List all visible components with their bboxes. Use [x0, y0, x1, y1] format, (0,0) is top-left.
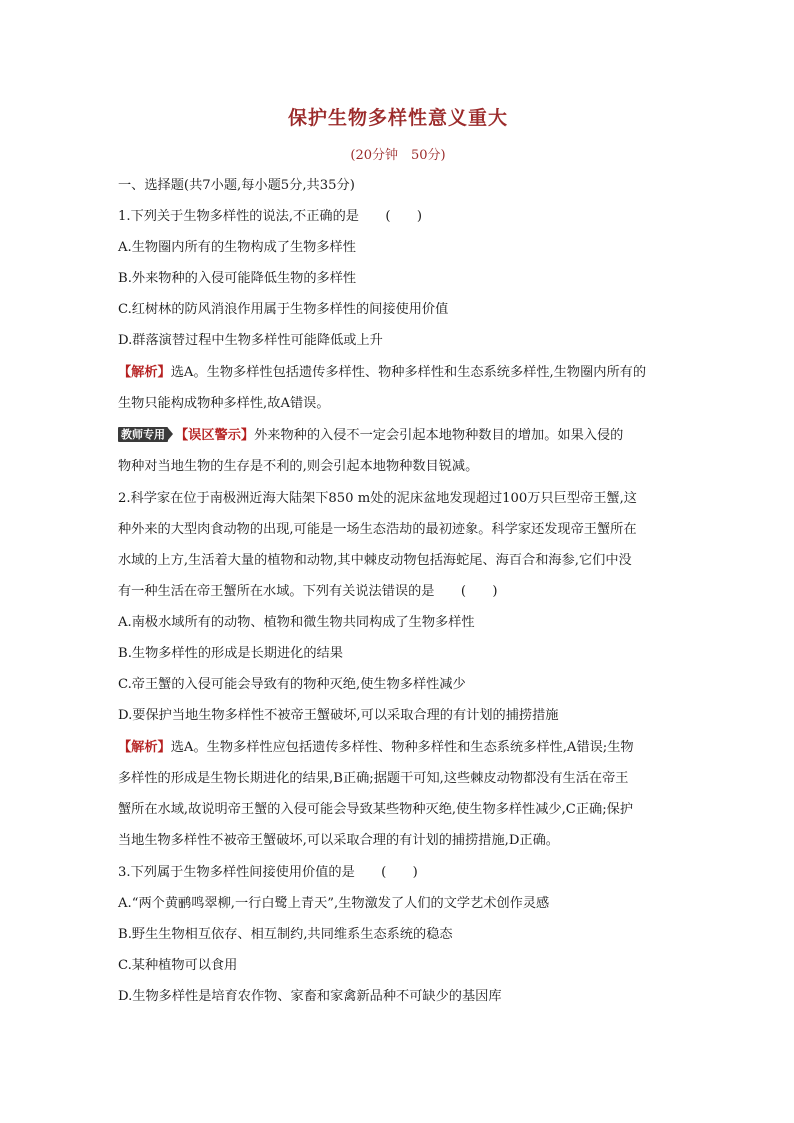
q2-option-a: A.南极水域所有的动物、植物和微生物共同构成了生物多样性 [118, 615, 475, 630]
q1-analysis-line [118, 364, 678, 382]
q2-option-c: C.帝王蟹的入侵可能会导致有的物种灭绝,使生物多样性减少 [118, 677, 466, 692]
q3-stem: 3.下列属于生物多样性间接使用价值的是 ( ) [118, 865, 418, 880]
q2-option-d: D.要保护当地生物多样性不被帝王蟹破坏,可以采取合理的有计划的捕捞措施 [118, 708, 559, 723]
time-score: (20分钟 50分) [350, 148, 446, 163]
warning-tag: 【误区警示】 [175, 428, 255, 443]
q1-warning-text: 物种对当地生物的生存是不利的,则会引起本地物种数目锐减。 [118, 459, 479, 474]
section-heading: 一、选择题(共7小题,每小题5分,共35分) [118, 178, 355, 193]
badge-arrow-icon [168, 428, 173, 440]
teacher-only-badge: 教师专用 [118, 427, 168, 442]
q3-option-a: A.“两个黄鹂鸣翠柳,一行白鹭上青天”,生物激发了人们的文学艺术创作灵感 [118, 896, 550, 911]
q2-option-b: B.生物多样性的形成是长期进化的结果 [118, 646, 343, 661]
q1-option-d: D.群落演替过程中生物多样性可能降低或上升 [118, 333, 383, 348]
q1-stem: 1.下列关于生物多样性的说法,不正确的是 ( ) [118, 209, 422, 224]
q2-stem: 水域的上方,生活着大量的植物和动物,其中棘皮动物包括海蛇尾、海百合和海参,它们中没 [118, 553, 632, 568]
q2-analysis-line [118, 739, 678, 757]
q2-stem: 2.科学家在位于南极洲近海大陆架下850 m处的泥床盆地发现超过100万只巨型帝王蟹,这 [118, 491, 637, 506]
q3-option-b: B.野生生物相互依存、相互制约,共同维系生态系统的稳态 [118, 927, 453, 942]
q2-analysis-text: 蟹所在水域,故说明帝王蟹的入侵可能会导致某些物种灭绝,使生物多样性减少,C正确;保护 [118, 802, 634, 817]
q1-analysis-text: 生物只能构成物种多样性,故A错误。 [118, 396, 330, 411]
q2-analysis-text: 当地生物多样性不被帝王蟹破坏,可以采取合理的有计划的捕捞措施,D正确。 [118, 833, 559, 848]
q1-option-c: C.红树林的防风消浪作用属于生物多样性的间接使用价值 [118, 302, 449, 317]
q3-option-d: D.生物多样性是培育农作物、家畜和家禽新品种不可缺少的基因库 [118, 989, 502, 1004]
q1-option-b: B.外来物种的入侵可能降低生物的多样性 [118, 271, 357, 286]
analysis-tag: 【解析】 [118, 740, 171, 755]
analysis-tag: 【解析】 [118, 365, 171, 380]
q3-option-c: C.某种植物可以食用 [118, 958, 238, 973]
q1-warning-text: 外来物种的入侵不一定会引起本地物种数目的增加。如果入侵的 [254, 428, 624, 443]
q2-analysis-text: 选A。生物多样性应包括遗传多样性、物种多样性和生态系统多样性,A错误;生物 [170, 740, 634, 755]
q1-warning-line [118, 427, 678, 445]
q2-stem: 种外来的大型肉食动物的出现,可能是一场生态浩劫的最初迹象。科学家还发现帝王蟹所在 [118, 522, 637, 537]
q1-option-a: A.生物圈内所有的生物构成了生物多样性 [118, 240, 356, 255]
q1-analysis-text: 选A。生物多样性包括遗传多样性、物种多样性和生态系统多样性,生物圈内所有的 [170, 365, 647, 380]
q2-stem: 有一种生活在帝王蟹所在水域。下列有关说法错误的是 ( ) [118, 584, 498, 599]
q2-analysis-text: 多样性的形成是生物长期进化的结果,B正确;据题干可知,这些棘皮动物都没有生活在帝王 [118, 771, 629, 786]
page-title: 保护生物多样性意义重大 [287, 107, 508, 129]
